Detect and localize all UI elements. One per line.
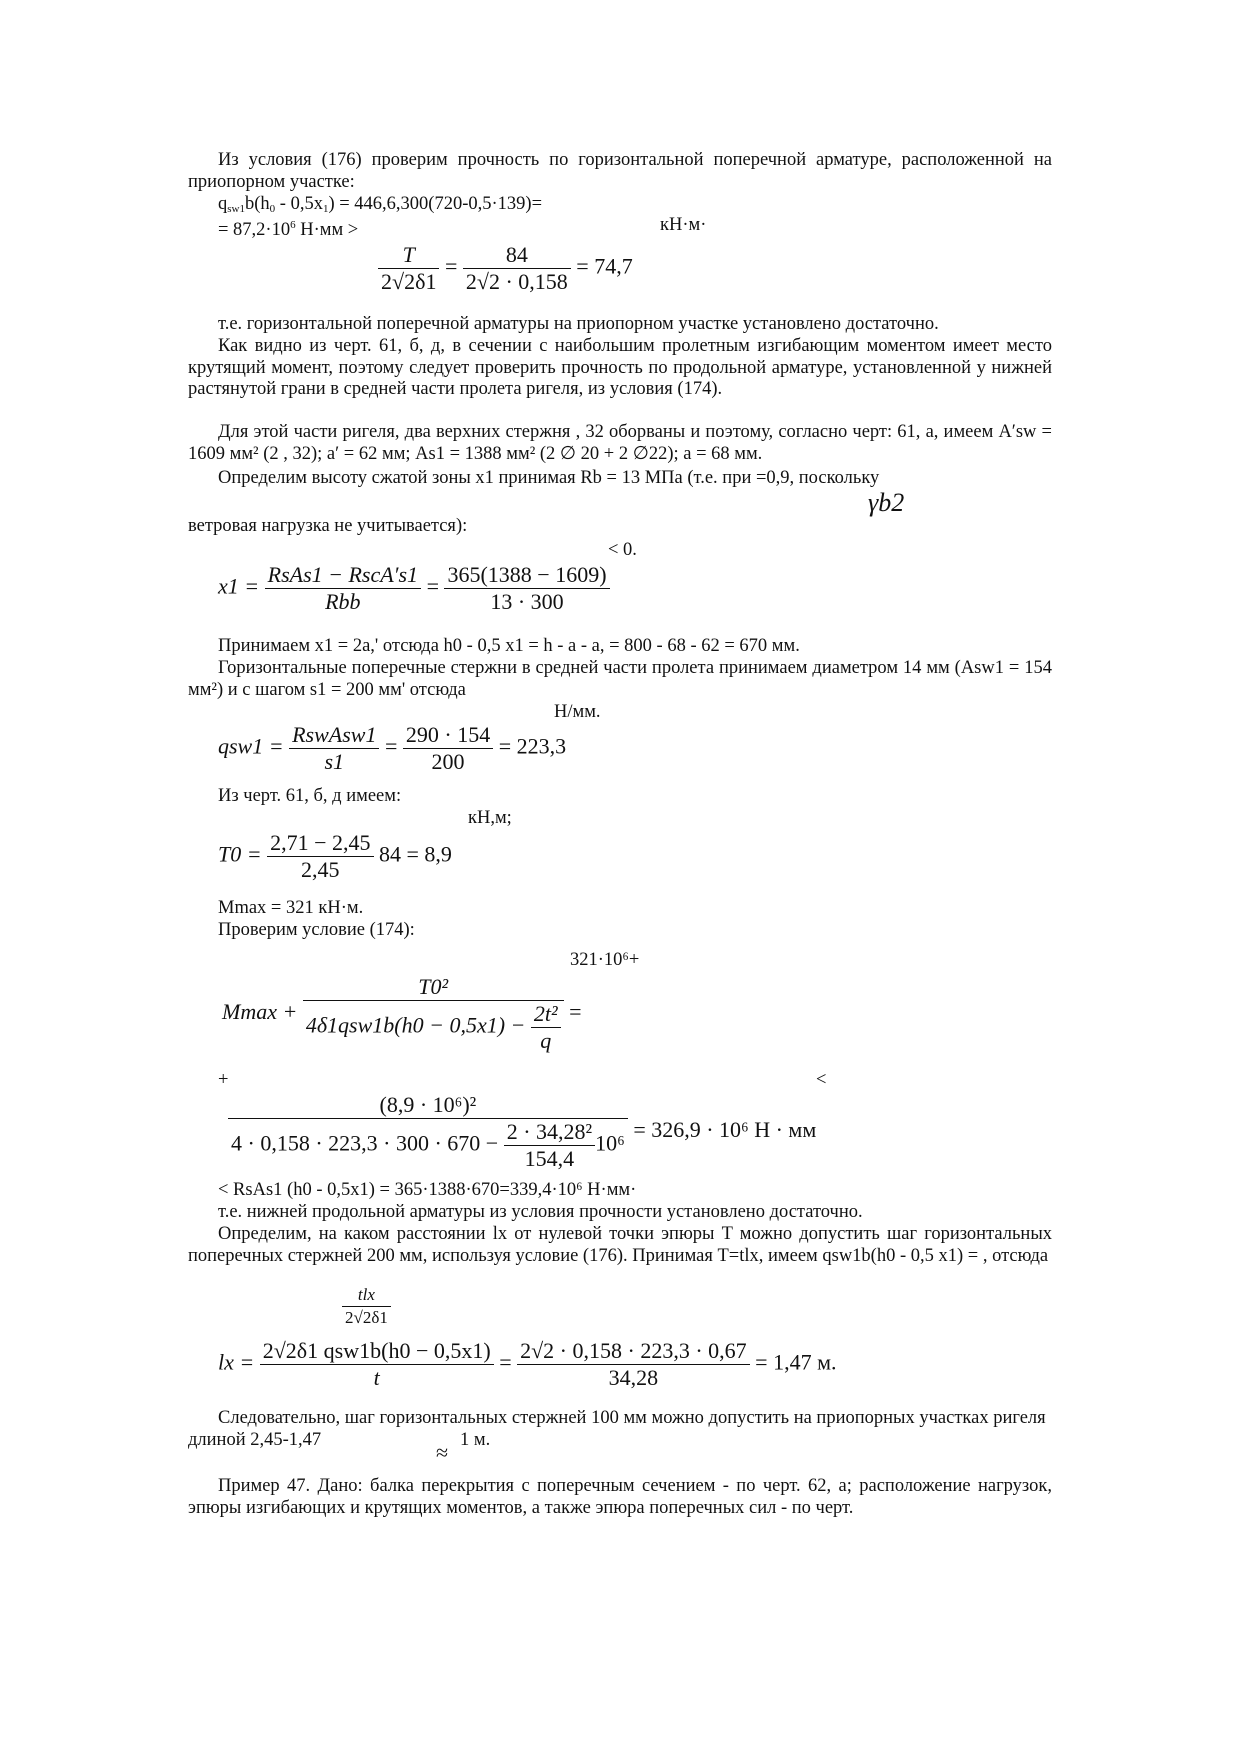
formula-t0: T0 = $\frac{2,71 - 2,45}{2,45}$ 84 = 8,9 bbox=[218, 830, 452, 882]
gamma-symbol: γb2 bbox=[868, 488, 905, 517]
equation-line-2: = $87,2\cdot 10^6$ Н·мм > bbox=[218, 219, 359, 240]
paragraph-rebar: Для этой части ригеля, два верхних стержня , 32 оборваны и поэтому, согласно черт: 61, а, имеем A′sw = 1609 мм² (2 , 32); a′ = 62 мм; As1 = 1388 мм² (2 ∅ 20 + 2 ∅22); a = 68 мм. bbox=[188, 422, 1052, 464]
unit-kn-m: кН,м; bbox=[468, 808, 512, 828]
formula-tlx: $\frac{\text{tlx}}{2√2\delta 1}$ bbox=[342, 1284, 391, 1329]
paragraph-from-drawing: Из черт. 61, б, д имеем: bbox=[218, 786, 402, 806]
formula-174-general: Mmax + T0² 4δ1qsw1b(h0 − 0,5x1) − $\frac{\text{2t²}}{q}$ = bbox=[222, 974, 582, 1053]
less-than-zero: < 0. bbox=[608, 540, 637, 560]
paragraph-distance: Определим, на каком расстоянии lx от нулевой точки эпюры T можно допустить шаг горизонтальных поперечных стержней 200 мм, используя условие (176). Принимая T=tlx, имеем qsw1b(h0 - 0,5 x1) = , отсюда bbox=[188, 1224, 1052, 1266]
equation-line-1: $q_{sw1}b(h_0 - 0,5x_1) = 446,6,300(720-0,5\cdot 139)=$ bbox=[218, 194, 542, 215]
approx-sign: ≈ bbox=[436, 1440, 449, 1465]
paragraph-compression-zone: Определим высоту сжатой зоны x1 принимая Rb = 13 МПа (т.е. при =0,9, поскольку bbox=[218, 468, 880, 488]
value-321: 321·10⁶+ bbox=[570, 950, 640, 970]
paragraph-wind-load: ветровая нагрузка не учитывается): bbox=[188, 516, 468, 536]
paragraph-section-check: Как видно из черт. 61, б, д, в сечении с наибольшим пролетным изгибающим моментом имеет место крутящий момент, поэтому следует проверить прочность по продольной арматуре, установленной у нижней растянутой грани в средней части пролета ригеля, из условия (174). bbox=[188, 336, 1052, 399]
formula-qsw1: qsw1 = $\frac{\text{RswAsw1}}{s1}$ = $\frac{290 \cdot 154}{200}$ = 223,3 bbox=[218, 722, 567, 774]
paragraph-intro: Из условия (176) проверим прочность по горизонтальной поперечной арматуре, расположенной на приопорном участке: bbox=[188, 150, 1052, 192]
paragraph-conclusion-2: т.е. нижней продольной арматуры из условия прочности установлено достаточно. bbox=[218, 1202, 863, 1222]
length-1m: 1 м. bbox=[460, 1430, 491, 1450]
unit-n-per-mm: Н/мм. bbox=[554, 702, 601, 722]
paragraph-accept-x1: Принимаем x1 = 2a,' отсюда h0 - 0,5 x1 = h - a - a, = 800 - 68 - 62 = 670 мм. bbox=[218, 636, 800, 656]
paragraph-conclusion-3: Следовательно, шаг горизонтальных стержней 100 мм можно допустить на приопорных участках ригеля длиной 2,45-1,47 bbox=[188, 1408, 1046, 1450]
formula-lx: lx = $\frac{\text{2√2δ1 qsw1b(h0 − 0,5x1)}}{t}$ = $\frac{2√2 \cdot 0,158 \cdot 223,3 \cdot 0,67}{34,28}$ = 1,47 м. bbox=[218, 1338, 837, 1390]
paragraph-horizontal-bars: Горизонтальные поперечные стержни в средней части пролета принимаем диаметром 14 мм (Asw1 = 154 мм²) и с шагом s1 = 200 мм' отсюда bbox=[188, 658, 1052, 700]
paragraph-capacity: < RsAs1 (h0 - 0,5x1) = 365·1388·670=339,4·10⁶ Н·мм· bbox=[218, 1180, 637, 1200]
less-than-sign: < bbox=[816, 1070, 827, 1090]
paragraph-check-174: Проверим условие (174): bbox=[218, 920, 415, 940]
unit-label: кН·м· bbox=[660, 215, 707, 235]
paragraph-mmax: Mmax = 321 кН·м. bbox=[218, 898, 364, 918]
plus-sign: + bbox=[218, 1070, 229, 1090]
formula-174-numeric: (8,9 · 10⁶)² 4 · 0,158 · 223,3 · 300 · 670 − $\frac{\text{2 · 34,28²}}{154,4}$ 10⁶ = 326,9 · 10⁶ Н · мм bbox=[228, 1092, 816, 1172]
paragraph-conclusion-1: т.е. горизонтальной поперечной арматуры на приопорном участке установлено достаточно. bbox=[218, 314, 939, 334]
formula-torque-ratio: $\frac{T}{2√2\delta 1}$ = $\frac{84}{2√2 \cdot 0,158}$ = 74,7 bbox=[378, 242, 633, 295]
formula-x1: x1 = $\frac{\text{RsAs1 − RscA′s1}}{\text{Rbb}}$ = $\frac{365(1388 - 1609)}{13 \cdot 300}$ bbox=[218, 562, 610, 615]
paragraph-example-47: Пример 47. Дано: балка перекрытия с поперечным сечением - по черт. 62, а; расположение нагрузок, эпюры изгибающих и крутящих моментов, а также эпюра поперечных сил - по черт. bbox=[188, 1476, 1052, 1518]
